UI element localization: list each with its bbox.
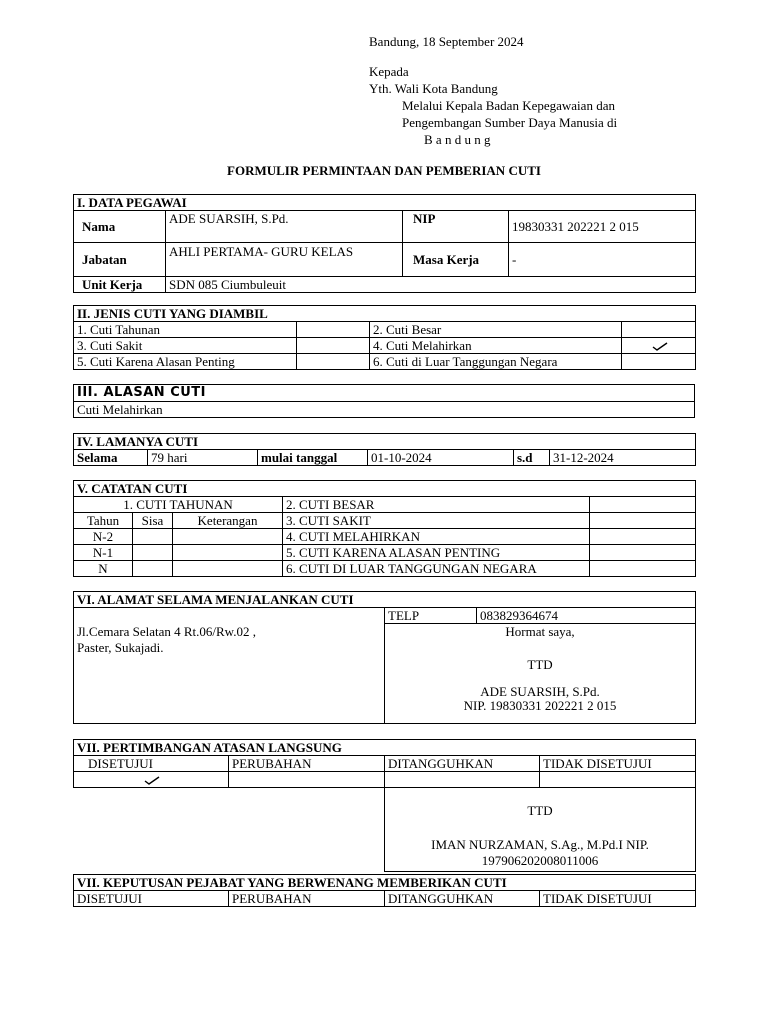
selama-value: 79 hari [148, 450, 258, 466]
cuti-penting-label: 5. Cuti Karena Alasan Penting [74, 354, 297, 370]
tahun-n1: N-1 [74, 545, 133, 561]
signature-pegawai [385, 624, 696, 724]
jabatan-value: AHLI PERTAMA- GURU KELAS [166, 243, 403, 277]
section-keputusan [73, 874, 696, 907]
pertimbangan-ditangguhkan: DITANGGUHKAN [385, 756, 540, 772]
sd-label: s.d [514, 450, 550, 466]
catatan-tahunan-label: 1. CUTI TAHUNAN [74, 497, 283, 513]
addressee-yth: Yth. Wali Kota Bandung [369, 81, 498, 96]
section-1-heading: I. DATA PEGAWAI [74, 195, 696, 211]
keputusan-tidak: TIDAK DISETUJUI [540, 891, 696, 907]
catatan-besar-label: 2. CUTI BESAR [283, 497, 590, 513]
unit-kerja-label: Unit Kerja [74, 277, 166, 293]
cuti-sakit-check [297, 338, 370, 354]
unit-kerja-value: SDN 085 Ciumbuleuit [166, 277, 696, 293]
pegawai-name: ADE SUARSIH, S.Pd. [480, 684, 600, 699]
cuti-luar-label: 6. Cuti di Luar Tanggungan Negara [370, 354, 622, 370]
alamat-cell [74, 608, 385, 724]
section-alasan-cuti [73, 384, 695, 418]
section-8-heading: VII. KEPUTUSAN PEJABAT YANG BERWENANG MEMBERIKAN CUTI [74, 875, 696, 891]
cuti-besar-check [622, 322, 696, 338]
masa-kerja-label: Masa Kerja [403, 243, 509, 277]
keputusan-perubahan: PERUBAHAN [229, 891, 385, 907]
cuti-tahunan-check [297, 322, 370, 338]
section-4-heading: IV. LAMANYA CUTI [74, 434, 696, 450]
keputusan-disetujui: DISETUJUI [74, 891, 229, 907]
alamat-line-2: Paster, Sukajadi. [77, 640, 164, 655]
jabatan-label: Jabatan [74, 243, 166, 277]
cuti-luar-check [622, 354, 696, 370]
mulai-label: mulai tanggal [258, 450, 368, 466]
tahun-n: N [74, 561, 133, 577]
alasan-value: Cuti Melahirkan [74, 402, 695, 418]
addressee-city: B a n d u n g [424, 132, 491, 147]
section-catatan-cuti [73, 480, 696, 577]
sd-value: 31-12-2024 [550, 450, 696, 466]
section-3-heading: III. ALASAN CUTI [74, 385, 695, 402]
selama-label: Selama [74, 450, 148, 466]
tahun-n2: N-2 [74, 529, 133, 545]
section-alamat [73, 591, 696, 724]
atasan-nip: 197906202008011006 [481, 853, 599, 868]
ttd-pegawai: TTD [527, 657, 553, 672]
telp-label: TELP [385, 608, 477, 624]
catatan-luar-label: 6. CUTI DI LUAR TANGGUNGAN NEGARA [283, 561, 590, 577]
alamat-line-1: Jl.Cemara Selatan 4 Rt.06/Rw.02 , [77, 624, 256, 639]
nip-value: 19830331 202221 2 015 [509, 211, 696, 243]
masa-kerja-value: - [509, 243, 696, 277]
nama-value: ADE SUARSIH, S.Pd. [166, 211, 403, 243]
section-7-heading: VII. PERTIMBANGAN ATASAN LANGSUNG [74, 740, 696, 756]
section-data-pegawai [73, 194, 696, 293]
cuti-sakit-label: 3. Cuti Sakit [74, 338, 297, 354]
cuti-melahirkan-check [622, 338, 696, 354]
signature-atasan [385, 788, 696, 872]
section-lamanya-cuti [73, 433, 696, 466]
pertimbangan-disetujui: DISETUJUI [74, 756, 229, 772]
keputusan-ditangguhkan: DITANGGUHKAN [385, 891, 540, 907]
telp-value: 083829364674 [477, 608, 696, 624]
pertimbangan-disetujui-check [74, 772, 229, 788]
mulai-value: 01-10-2024 [368, 450, 514, 466]
col-sisa: Sisa [133, 513, 173, 529]
catatan-sakit-label: 3. CUTI SAKIT [283, 513, 590, 529]
addressee-melalui-2: Pengembangan Sumber Daya Manusia di [402, 115, 618, 130]
addressee-kepada: Kepada [369, 64, 409, 79]
section-6-heading: VI. ALAMAT SELAMA MENJALANKAN CUTI [74, 592, 696, 608]
nip-label: NIP [403, 211, 509, 243]
section-pertimbangan [73, 739, 696, 872]
addressee-melalui-1: Melalui Kepala Badan Kepegawaian dan [402, 98, 615, 113]
form-title: FORMULIR PERMINTAAN DAN PEMBERIAN CUTI [227, 163, 541, 178]
col-tahun: Tahun [74, 513, 133, 529]
cuti-melahirkan-label: 4. Cuti Melahirkan [370, 338, 622, 354]
section-5-heading: V. CATATAN CUTI [74, 481, 696, 497]
section-jenis-cuti [73, 305, 696, 370]
check-mark-icon [144, 776, 158, 784]
check-mark-icon [652, 342, 666, 350]
pertimbangan-perubahan: PERUBAHAN [229, 756, 385, 772]
atasan-name: IMAN NURZAMAN, S.Ag., M.Pd.I NIP. [431, 837, 649, 852]
cuti-besar-label: 2. Cuti Besar [370, 322, 622, 338]
section-2-heading: II. JENIS CUTI YANG DIAMBIL [74, 306, 696, 322]
hormat-saya: Hormat saya, [505, 624, 575, 639]
letter-date: Bandung, 18 September 2024 [369, 34, 524, 49]
catatan-melahirkan-label: 4. CUTI MELAHIRKAN [283, 529, 590, 545]
cuti-tahunan-label: 1. Cuti Tahunan [74, 322, 297, 338]
catatan-penting-label: 5. CUTI KARENA ALASAN PENTING [283, 545, 590, 561]
cuti-penting-check [297, 354, 370, 370]
col-keterangan: Keterangan [173, 513, 283, 529]
pertimbangan-tidak: TIDAK DISETUJUI [540, 756, 696, 772]
pegawai-nip: NIP. 19830331 202221 2 015 [463, 698, 617, 713]
ttd-atasan: TTD [527, 803, 553, 818]
nama-label: Nama [74, 211, 166, 243]
